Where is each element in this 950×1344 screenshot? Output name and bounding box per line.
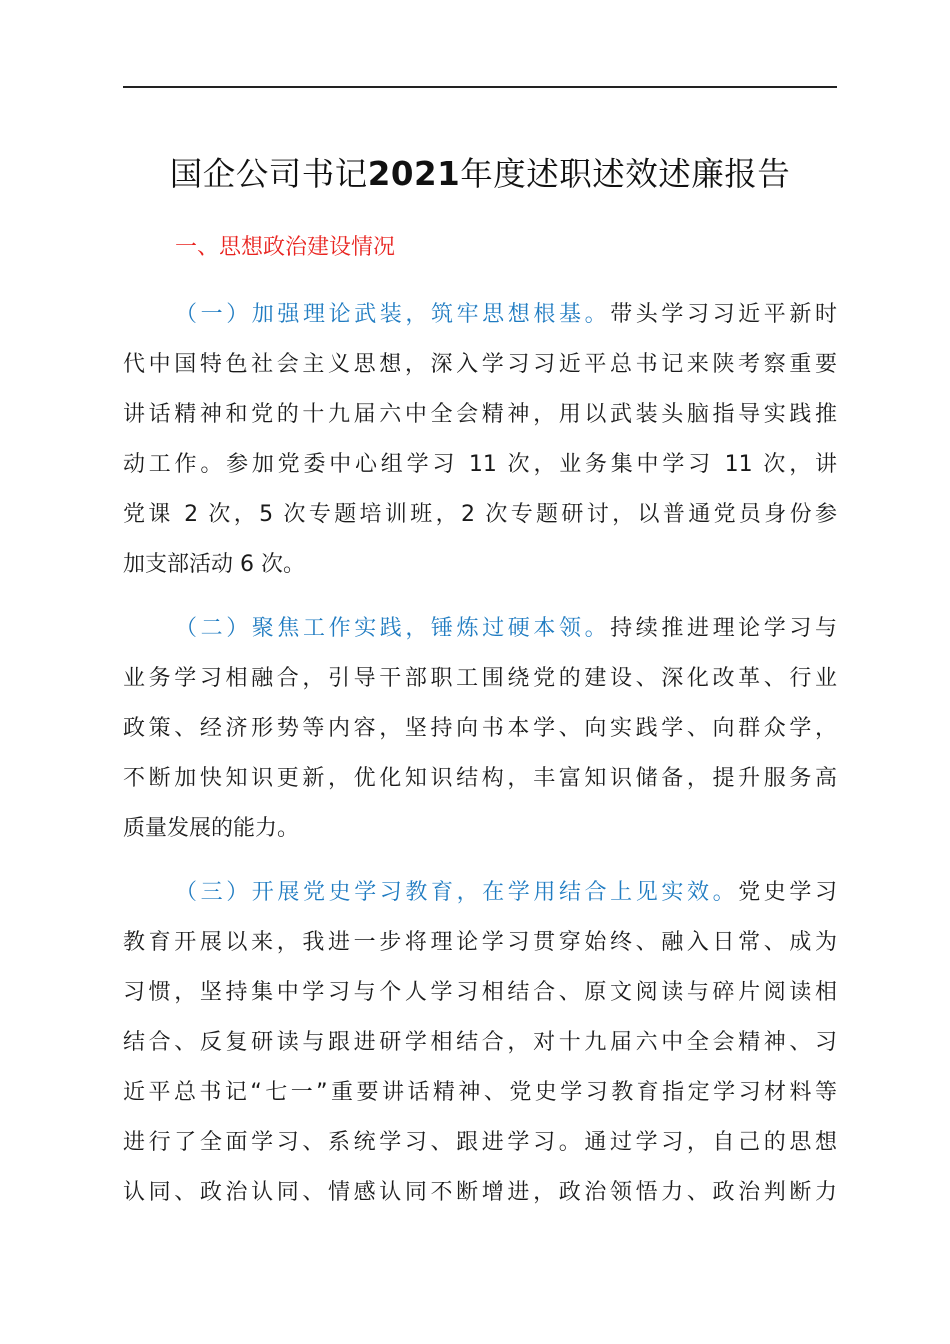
title-year: 2021 — [367, 155, 461, 193]
line-text: 持续推进理论学习与 — [610, 616, 837, 641]
paragraph-line: 结合、反复研读与跟进研学相结合，对十九届六中全会精神、习 — [123, 1030, 837, 1055]
paragraph-line: 习惯，坚持集中学习与个人学习相结合、原文阅读与碎片阅读相 — [123, 980, 837, 1005]
paragraph-line: 认同、政治认同、情感认同不断增进，政治领悟力、政治判断力 — [123, 1180, 837, 1205]
paragraph-line — [123, 604, 837, 654]
document-title — [123, 146, 837, 202]
paragraph-1 — [123, 290, 837, 590]
section-heading-1: 一、思想政治建设情况 — [175, 235, 396, 260]
paragraph-line: 党课 2 次，5 次专题培训班，2 次专题研讨，以普通党员身份参 — [123, 502, 837, 527]
paragraph-line: 进行了全面学习、系统学习、跟进学习。通过学习，自己的思想 — [123, 1130, 837, 1155]
header-rule — [123, 86, 837, 88]
paragraph-2 — [123, 604, 837, 854]
paragraph-line — [123, 868, 837, 918]
title-suffix: 年度述职述效述廉报告 — [460, 155, 791, 193]
paragraph-line — [123, 290, 837, 340]
paragraph-line: 业务学习相融合，引导干部职工围绕党的建设、深化改革、行业 — [123, 666, 837, 691]
paragraph-line: 代中国特色社会主义思想，深入学习习近平总书记来陕考察重要 — [123, 352, 837, 377]
paragraph-lead: （一）加强理论武装，筑牢思想根基。 — [175, 302, 611, 327]
paragraph-line: 政策、经济形势等内容，坚持向书本学、向实践学、向群众学， — [123, 716, 837, 741]
paragraph-lead: （二）聚焦工作实践，锤炼过硬本领。 — [175, 616, 611, 641]
paragraph-line: 不断加快知识更新，优化知识结构，丰富知识储备，提升服务高 — [123, 766, 837, 791]
line-text: 党史学习 — [738, 880, 837, 905]
paragraph-3 — [123, 868, 837, 1218]
paragraph-line: 动工作。参加党委中心组学习 11 次，业务集中学习 11 次，讲 — [123, 452, 837, 477]
paragraph-lead: （三）开展党史学习教育，在学用结合上见实效。 — [175, 880, 739, 905]
line-text: 带头学习习近平新时 — [610, 302, 837, 327]
paragraph-line: 教育开展以来，我进一步将理论学习贯穿始终、融入日常、成为 — [123, 930, 837, 955]
paragraph-line: 讲话精神和党的十九届六中全会精神，用以武装头脑指导实践推 — [123, 402, 837, 427]
paragraph-line: 质量发展的能力。 — [123, 816, 300, 841]
paragraph-line: 近平总书记“七一”重要讲话精神、党史学习教育指定学习材料等 — [123, 1080, 837, 1105]
paragraph-line: 加支部活动 6 次。 — [123, 552, 305, 577]
title-prefix: 国企公司书记 — [169, 155, 368, 193]
